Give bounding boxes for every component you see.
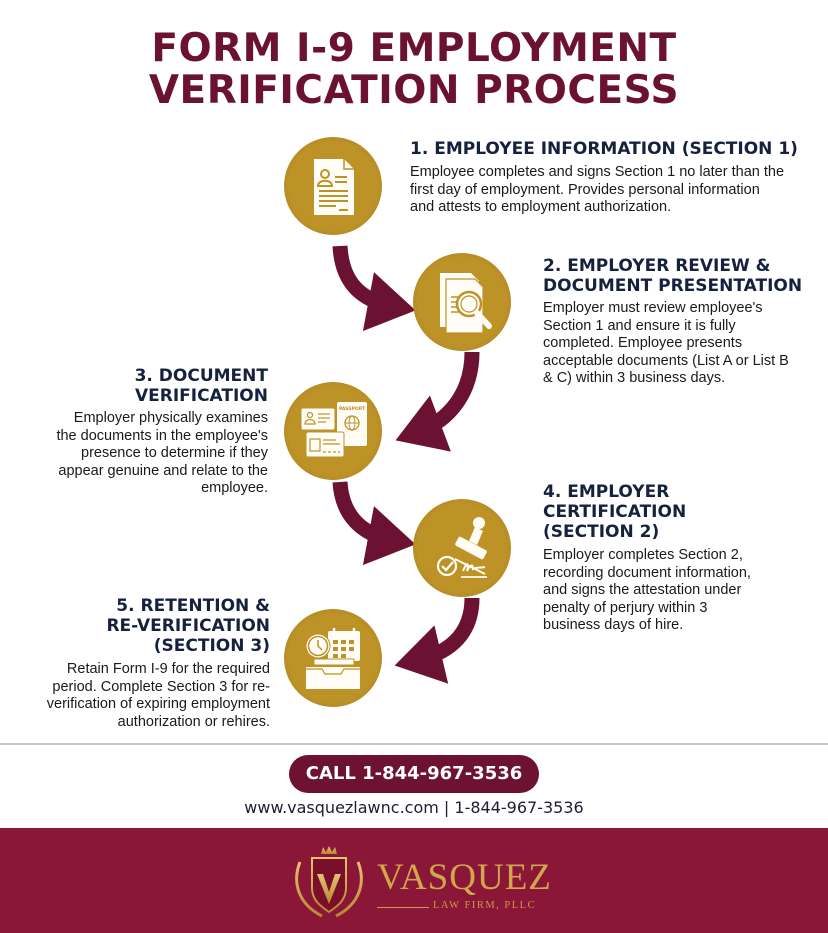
step-3-heading: 3. DOCUMENT VERIFICATION [134,366,268,406]
document-person-icon [284,137,382,235]
page-title [0,28,828,112]
brand-rule [377,907,429,908]
call-button[interactable]: CALL 1-844-967-3536 [289,755,539,793]
step-3-circle [284,382,382,480]
id-passport-icon [284,382,382,480]
arrow-2-to-3 [418,352,472,432]
step-4-description: Employer completes Section 2, recording document information, and signs the attestation under penalty of perjury within 3 business days of hire. [543,547,751,633]
step-5-heading: 5. RETENTION & RE-VERIFICATION (SECTION 3) [106,596,270,656]
section-divider [0,743,828,745]
step-2-circle [413,253,511,351]
step-5-description: Retain Form I-9 for the required period. Complete Section 3 for re- verification of expiring employment authorization or rehires. [46,661,270,730]
step-3-description: Employer physically examines the documents in the employee's presence to determine if they appear genuine and relate to the employee. [56,410,268,496]
arrow-1-to-2 [340,246,392,306]
arrow-3-to-4 [340,482,392,540]
step-1-circle [284,137,382,235]
step-4-circle [413,499,511,597]
step-2-heading: 2. EMPLOYER REVIEW & DOCUMENT PRESENTATION [543,256,803,296]
title-line-2: VERIFICATION PROCESS [148,68,680,113]
contact-line[interactable]: www.vasquezlawnc.com | 1-844-967-3536 [244,798,584,817]
step-5-circle [284,609,382,707]
stamp-signature-icon [413,499,511,597]
clock-calendar-filebox-icon [284,609,382,707]
svg-text:PASSPORT: PASSPORT [338,407,366,412]
step-1-description: Employee completes and signs Section 1 no later than the first day of employment. Provides personal information and attests to employment authorization. [410,164,785,215]
document-magnifier-icon [413,253,511,351]
title-line-1: FORM I-9 EMPLOYMENT [151,26,677,71]
step-1-heading: 1. EMPLOYEE INFORMATION (SECTION 1) [410,139,798,159]
step-2-description: Employer must review employee's Section 1 and ensure it is fully completed. Employee presents acceptable documents (List A or List B & C) within 3 business days. [543,300,789,386]
brand-name: VASQUEZ [377,857,552,898]
step-4-heading: 4. EMPLOYER CERTIFICATION (SECTION 2) [543,482,687,542]
arrow-4-to-5 [418,598,472,660]
brand-subtitle: LAW FIRM, PLLC [433,900,537,911]
